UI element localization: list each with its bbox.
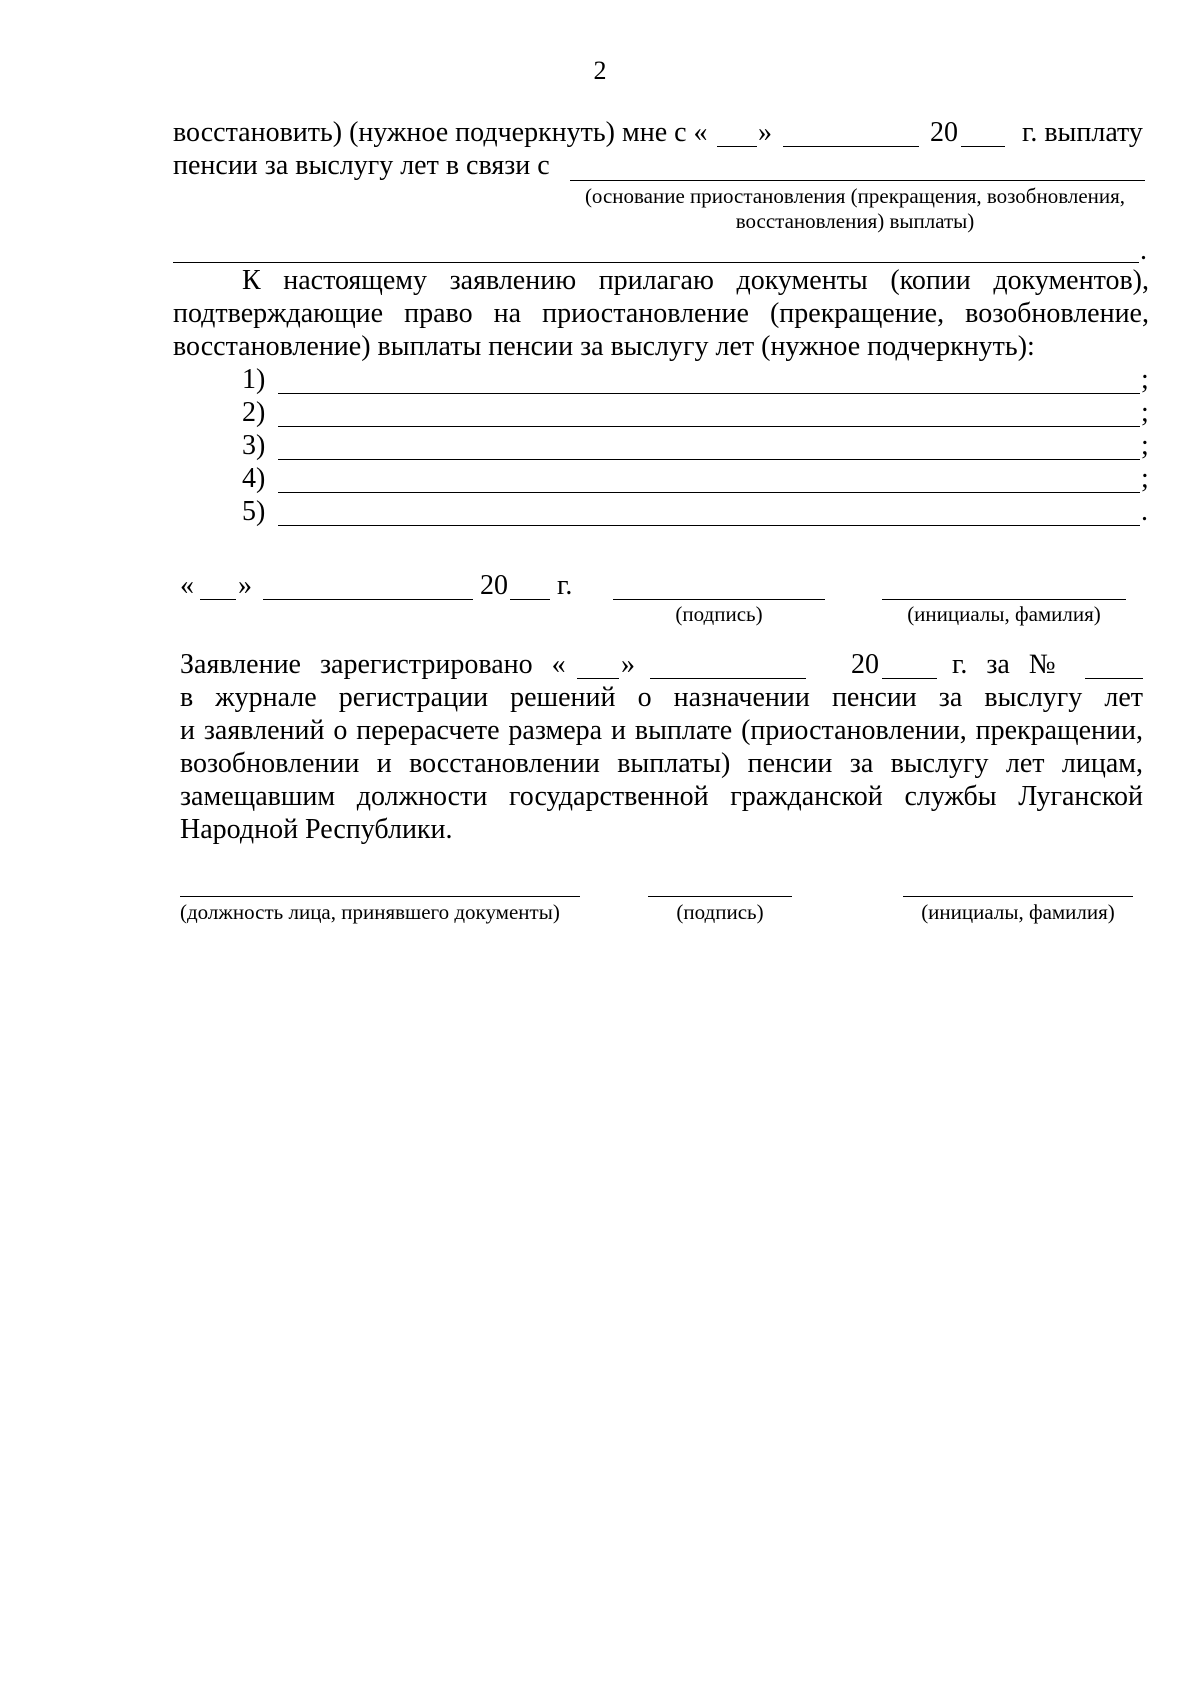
- list-item-number: 1): [242, 364, 266, 395]
- position-blank: [180, 896, 580, 897]
- payment-text: г. выплату: [1022, 117, 1143, 148]
- date-year-blank: [510, 599, 550, 600]
- date-year-prefix: 20: [480, 570, 508, 601]
- reason-blank: [570, 180, 1145, 181]
- registration-day-blank: [577, 678, 619, 679]
- reason-continuation-blank: [173, 262, 1139, 263]
- list-item-number: 5): [242, 496, 266, 527]
- list-item-blank: [278, 459, 1140, 460]
- signature-blank: [613, 599, 825, 600]
- receiver-signature-caption: (подпись): [676, 900, 764, 924]
- registration-close-quote: »: [621, 649, 635, 680]
- list-item-end: ;: [1141, 397, 1149, 428]
- restore-text: восстановить) (нужное подчеркнуть) мне с «: [173, 117, 708, 148]
- list-item-end: .: [1141, 496, 1148, 527]
- list-item-number: 3): [242, 430, 266, 461]
- receiver-signature-blank: [648, 896, 792, 897]
- list-item-number: 4): [242, 463, 266, 494]
- registration-line4: возобновлении и восстановлении выплаты) пенсии за выслугу лет лицам,: [180, 748, 1143, 779]
- year-prefix: 20: [930, 117, 958, 148]
- list-item-blank: [278, 426, 1140, 427]
- registration-line2: в журнале регистрации решений о назначении пенсии за выслугу лет: [180, 682, 1143, 713]
- day-blank: [717, 146, 757, 147]
- receiver-name-caption: (инициалы, фамилия): [921, 900, 1115, 924]
- list-item-blank: [278, 492, 1140, 493]
- reason-caption-line1: (основание приостановления (прекращения, возобновления,: [584, 184, 1126, 208]
- attach-line3: восстановление) выплаты пенсии за выслугу лет (нужное подчеркнуть):: [173, 331, 1035, 362]
- registration-year-blank: [882, 678, 937, 679]
- name-caption: (инициалы, фамилия): [907, 602, 1101, 626]
- pension-reason-text: пенсии за выслугу лет в связи с: [173, 150, 550, 181]
- list-item-end: ;: [1141, 364, 1149, 395]
- attach-line2: подтверждающие право на приостановление (прекращение, возобновление,: [173, 298, 1149, 329]
- date-year-suffix: г.: [557, 570, 573, 601]
- date-close-quote: »: [238, 570, 252, 601]
- registration-year-prefix: 20: [851, 649, 879, 680]
- reason-end-period: .: [1140, 235, 1147, 266]
- registration-line6: Народной Республики.: [180, 814, 453, 845]
- date-open-quote: «: [180, 570, 194, 601]
- list-item-number: 2): [242, 397, 266, 428]
- year-blank: [961, 146, 1005, 147]
- page-number: 2: [593, 56, 607, 85]
- reason-caption-line2: восстановления) выплаты): [735, 209, 975, 233]
- date-day-blank: [200, 599, 236, 600]
- close-quote: »: [758, 117, 772, 148]
- date-month-blank: [263, 599, 473, 600]
- registration-line5: замещавшим должности государственной гражданской службы Луганской: [180, 781, 1143, 812]
- list-item-blank: [278, 525, 1140, 526]
- registration-number-label: г. за №: [952, 649, 1056, 680]
- registration-line3: и заявлений о перерасчете размера и выплате (приостановлении, прекращении,: [180, 715, 1143, 746]
- signature-caption: (подпись): [675, 602, 763, 626]
- registration-text: Заявление зарегистрировано «: [180, 649, 566, 680]
- registration-month-blank: [650, 678, 806, 679]
- attach-line1: К настоящему заявлению прилагаю документы (копии документов),: [242, 265, 1149, 296]
- registration-number-blank: [1085, 678, 1143, 679]
- name-blank: [882, 599, 1126, 600]
- position-caption: (должность лица, принявшего документы): [180, 900, 560, 924]
- month-blank: [783, 146, 919, 147]
- list-item-blank: [278, 393, 1140, 394]
- list-item-end: ;: [1141, 463, 1149, 494]
- receiver-name-blank: [903, 896, 1133, 897]
- list-item-end: ;: [1141, 430, 1149, 461]
